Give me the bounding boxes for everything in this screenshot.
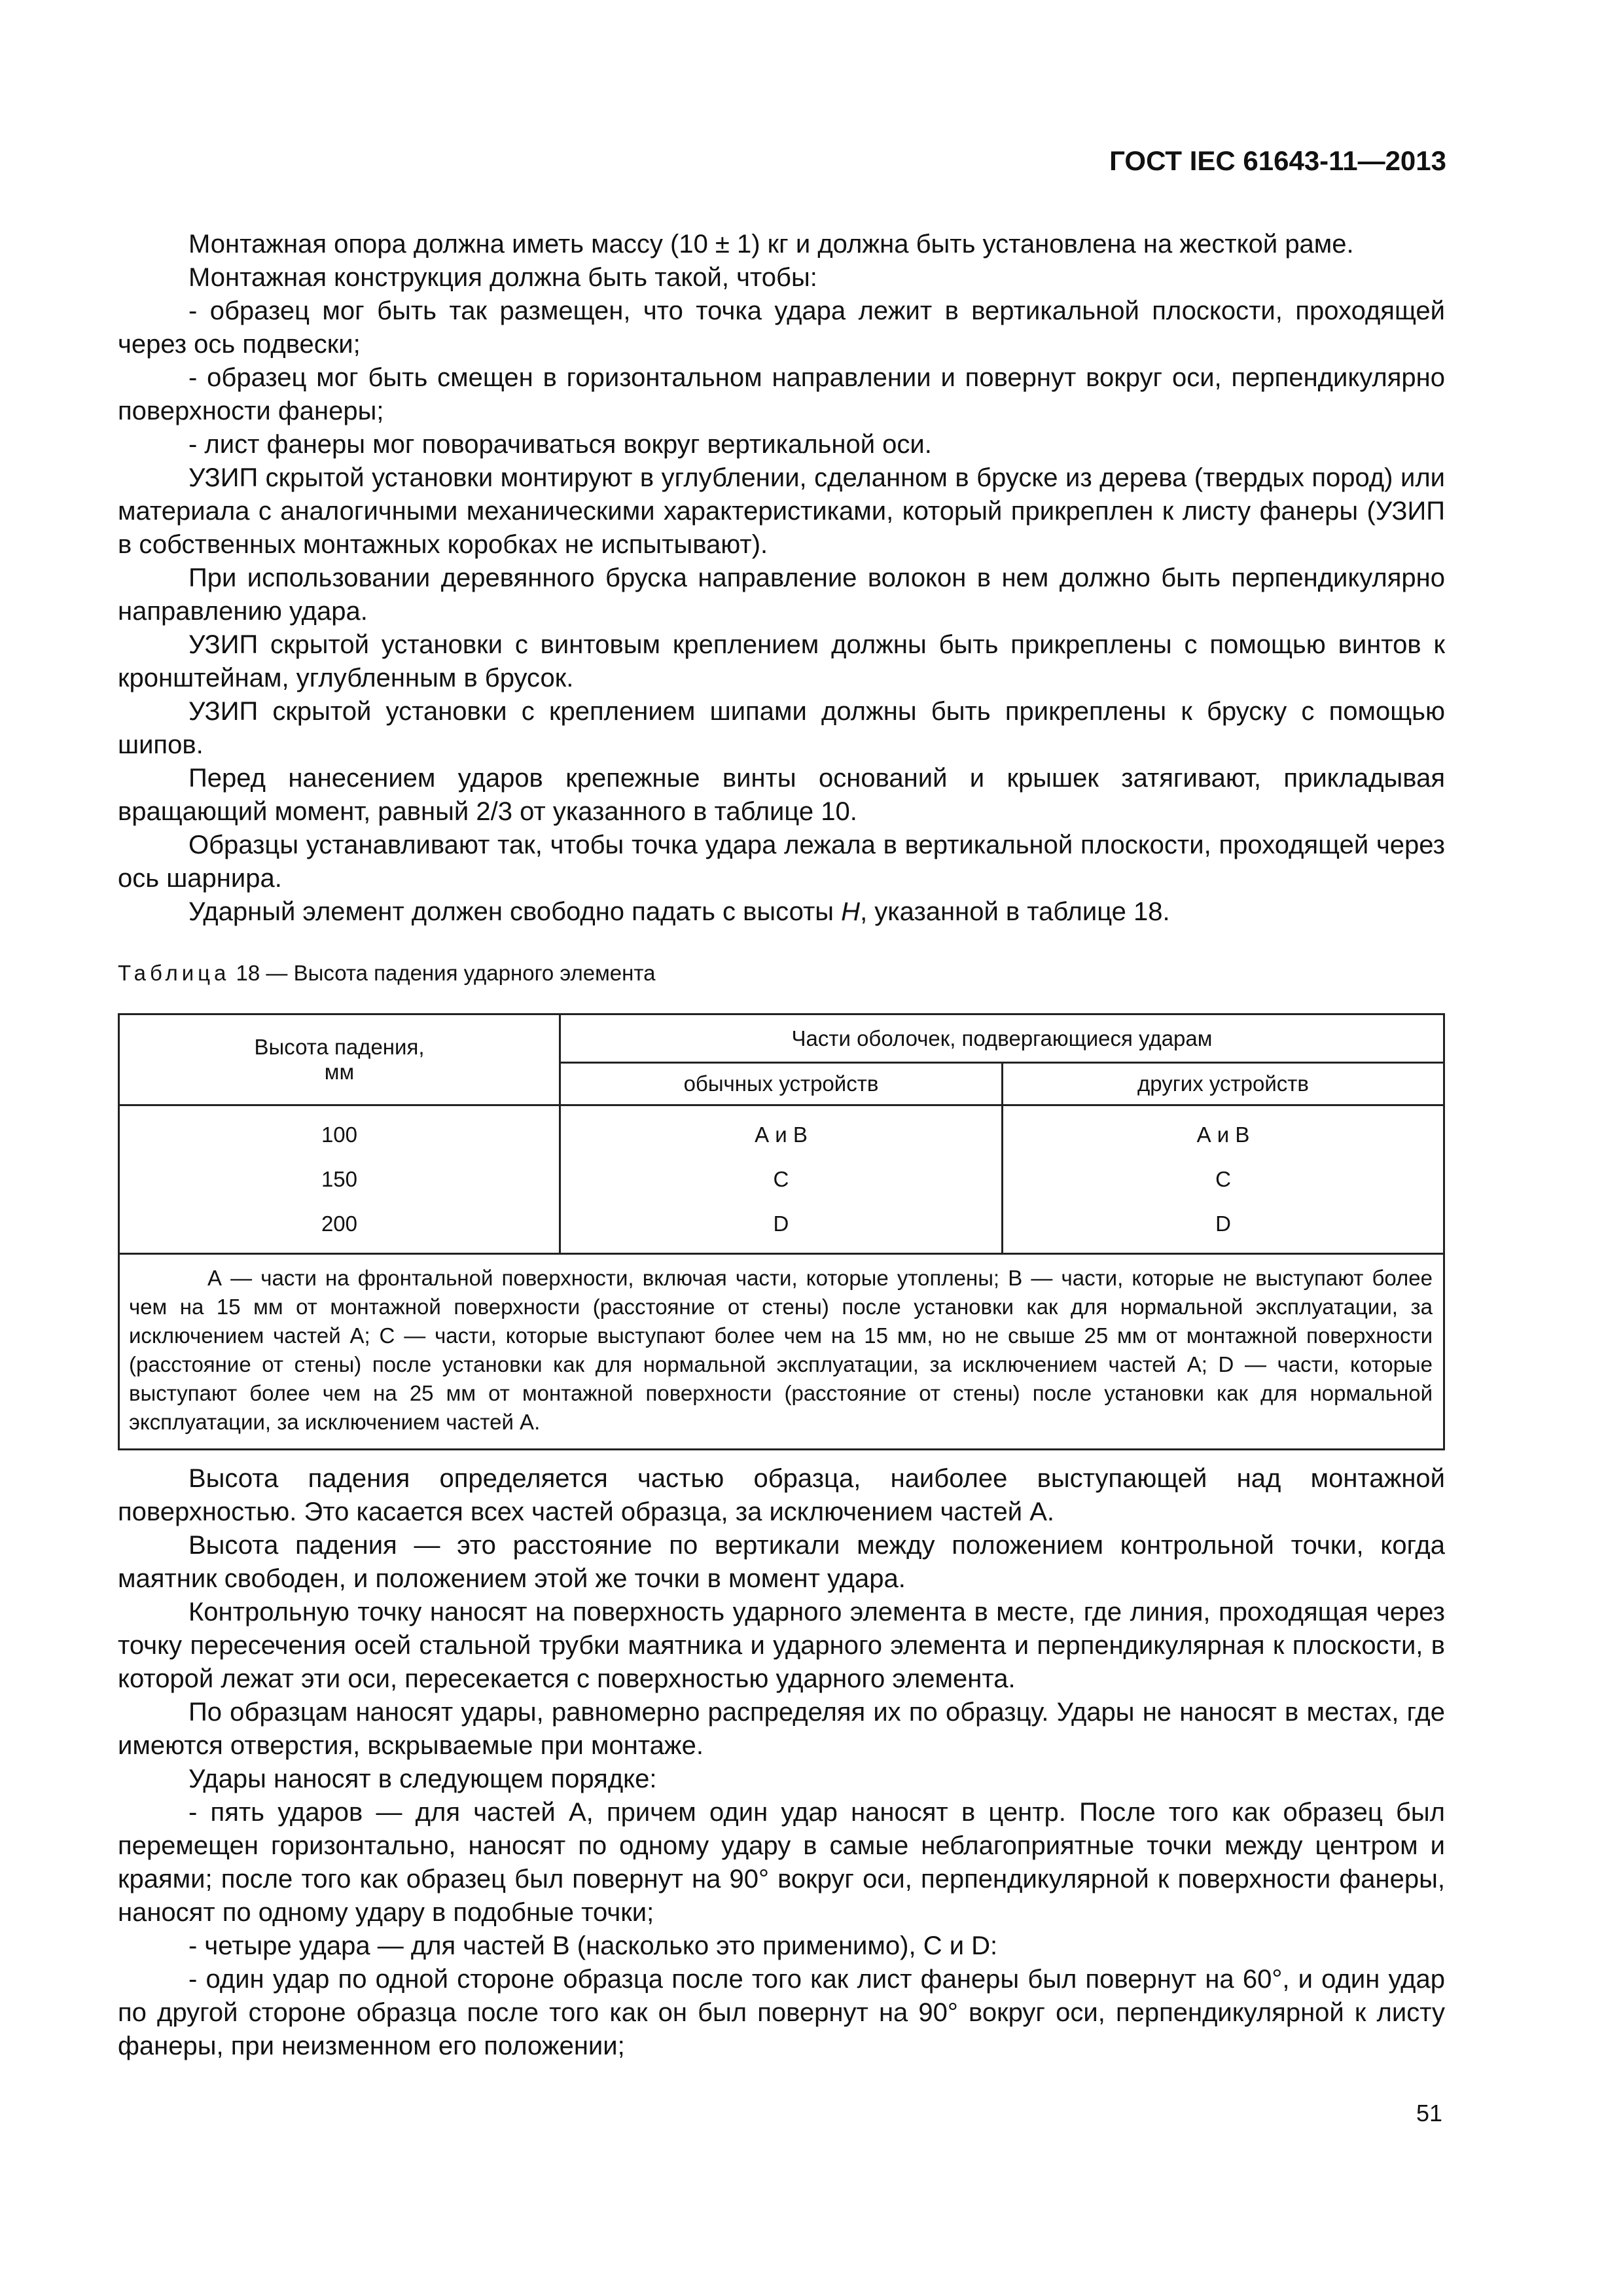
- body-text-top: [118, 228, 1445, 929]
- paragraph: Высота падения определяется частью образца, наиболее выступающей над монтажной поверхностью. Это касается всех частей образца, за исключением частей А.: [118, 1464, 1445, 1526]
- paragraph: Контрольную точку наносят на поверхность ударного элемента в месте, где линия, проходящая через точку пересечения осей стальной трубки маятника и ударного элемента и перпендикулярная к плоскости, в которой лежат эти оси, пересекается с поверхностью ударного элемента.: [118, 1598, 1445, 1693]
- table-row: 200 D D: [119, 1202, 1444, 1254]
- paragraph: УЗИП скрытой установки с креплением шипами должны быть прикреплены к бруску с помощью шипов.: [118, 697, 1445, 759]
- list-item: - лист фанеры мог поворачиваться вокруг вертикальной оси.: [188, 430, 932, 459]
- table-caption: [118, 961, 655, 986]
- paragraph: Перед нанесением ударов крепежные винты оснований и крышек затягивают, прикладывая вращающий момент, равный 2/3 от указанного в таблице 10.: [118, 764, 1445, 826]
- paragraph: Высота падения — это расстояние по вертикали между положением контрольной точки, когда маятник свободен, и положением этой же точки в момент удара.: [118, 1531, 1445, 1593]
- paragraph: Удары наносят в следующем порядке:: [188, 1765, 657, 1793]
- paragraph: Монтажная опора должна иметь массу (10 ± 1) кг и должна быть установлена на жесткой раме.: [188, 230, 1354, 259]
- paragraph: УЗИП скрытой установки с винтовым креплением должны быть прикреплены с помощью винтов к кронштейнам, углубленным в брусок.: [118, 630, 1445, 692]
- list-item: - образец мог быть смещен в горизонтальном направлении и повернут вокруг оси, перпендикулярно поверхности фанеры;: [118, 363, 1445, 425]
- col-header-other: других устройств: [1002, 1063, 1444, 1105]
- paragraph: При использовании деревянного бруска направление волокон в нем должно быть перпендикулярно направлению удара.: [118, 564, 1445, 626]
- paragraph: Монтажная конструкция должна быть такой, чтобы:: [188, 263, 817, 292]
- body-text-bottom: [118, 1462, 1445, 2063]
- table-caption-word: Таблица: [118, 961, 230, 985]
- document-header: ГОСТ IEC 61643-11—2013: [1109, 145, 1446, 176]
- list-item: - один удар по одной стороне образца после того как лист фанеры был повернут на 60°, и один удар по другой стороне образца после того как он был повернут на 90° вокруг оси, перпендикулярной к листу фанеры, при неизменном его положении;: [118, 1965, 1445, 2060]
- drop-height-table: [118, 1013, 1445, 1450]
- table-row: 100 А и В А и В: [119, 1105, 1444, 1158]
- paragraph-height-reference: Ударный элемент должен свободно падать с высоты H, указанной в таблице 18.: [188, 897, 1170, 926]
- paragraph: Образцы устанавливают так, чтобы точка удара лежала в вертикальной плоскости, проходящей через ось шарнира.: [118, 831, 1445, 893]
- table-row: 150 С С: [119, 1157, 1444, 1202]
- col-header-height: Высота падения, мм: [119, 1014, 560, 1105]
- page-number: 51: [1416, 2100, 1442, 2126]
- paragraph: УЗИП скрытой установки монтируют в углублении, сделанном в бруске из дерева (твердых пород) или материала с аналогичными механическими характеристиками, который прикреплен к листу фанеры (УЗИП в собственных монтажных коробках не испытывают).: [118, 463, 1445, 559]
- table-caption-text: 18 — Высота падения ударного элемента: [230, 961, 656, 985]
- col-header-ordinary: обычных устройств: [560, 1063, 1002, 1105]
- variable-h: H: [841, 897, 861, 926]
- table-note: А — части на фронтальной поверхности, включая части, которые утоплены; В — части, которые не выступают более чем на 15 мм от монтажной поверхности (расстояние от стены) после установки как для нормальной эксплуатации, за исключением частей А; С — части, которые выступают более чем на 15 мм, но не свыше 25 мм от монтажной поверхности (расстояние от стены) после установки как для нормальной эксплуатации, за исключением частей А; D — части, которые выступают более чем на 25 мм от монтажной поверхности (расстояние от стены) после установки как для нормальной эксплуатации, за исключением частей А.: [119, 1254, 1444, 1450]
- col-header-group: Части оболочек, подвергающиеся ударам: [560, 1014, 1444, 1063]
- paragraph: По образцам наносят удары, равномерно распределяя их по образцу. Удары не наносят в местах, где имеются отверстия, вскрываемые при монтаже.: [118, 1698, 1445, 1760]
- list-item: - четыре удара — для частей В (насколько это применимо), С и D:: [188, 1931, 998, 1960]
- list-item: - образец мог быть так размещен, что точка удара лежит в вертикальной плоскости, проходящей через ось подвески;: [118, 296, 1445, 359]
- list-item: - пять ударов — для частей А, причем один удар наносят в центр. После того как образец был перемещен горизонтально, наносят по одному удару в самые неблагоприятные точки между центром и краями; после того как образец был повернут на 90° вокруг оси, перпендикулярной к поверхности фанеры, наносят по одному удару в подобные точки;: [118, 1798, 1445, 1927]
